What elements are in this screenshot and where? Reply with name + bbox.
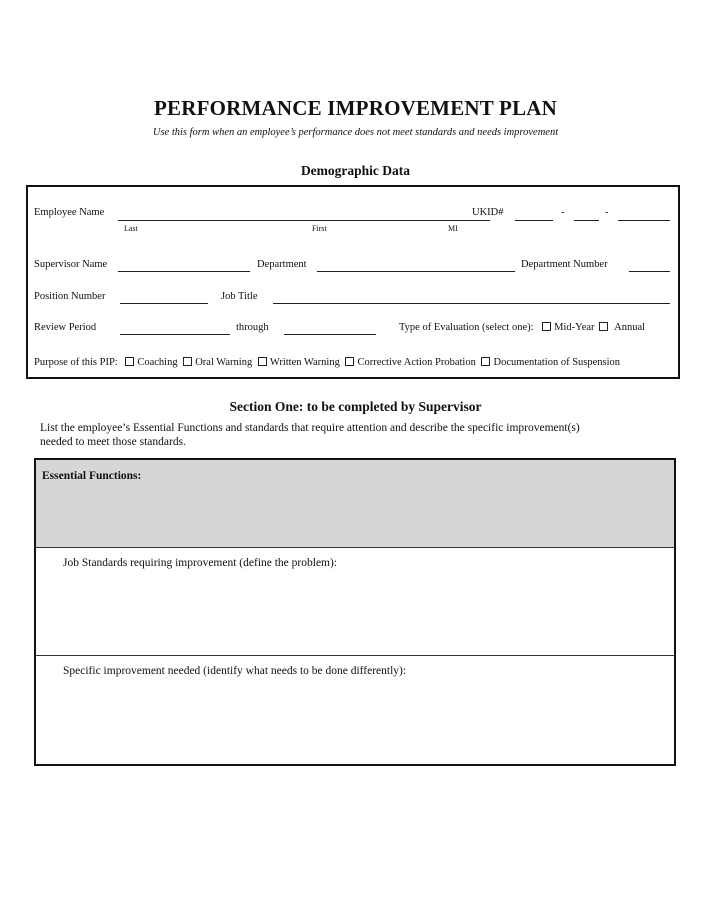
review-period-label: Review Period xyxy=(34,322,97,333)
coaching-option-label: Coaching xyxy=(137,357,178,368)
employee-name-field[interactable] xyxy=(118,220,490,221)
supervisor-name-field[interactable] xyxy=(118,271,250,272)
department-label: Department xyxy=(257,259,307,270)
annual-option-label: Annual xyxy=(614,322,646,333)
specific-improvement-label: Specific improvement needed (identify what needs to be done differently): xyxy=(63,665,407,677)
written-warning-option-label: Written Warning xyxy=(269,357,340,368)
mid-year-option-label: Mid-Year xyxy=(554,322,595,333)
position-number-label: Position Number xyxy=(34,291,106,302)
page-title: PERFORMANCE IMPROVEMENT PLAN xyxy=(153,96,558,120)
evaluation-type-label: Type of Evaluation (select one): xyxy=(399,322,534,333)
job-standards-row[interactable] xyxy=(36,548,674,656)
essential-functions-label: Essential Functions: xyxy=(42,470,142,482)
documentation-of-suspension-option-label: Documentation of Suspension xyxy=(493,357,621,368)
written-warning-checkbox[interactable] xyxy=(258,357,267,366)
page-subtitle: Use this form when an employee’s performance does not meet standards and needs improvement xyxy=(152,127,559,138)
coaching-checkbox[interactable] xyxy=(125,357,134,366)
review-period-end-field[interactable] xyxy=(284,334,376,335)
essential-functions-row[interactable] xyxy=(36,460,674,548)
first-name-sublabel: First xyxy=(312,224,327,233)
section-one-table xyxy=(34,458,676,766)
annual-checkbox[interactable] xyxy=(599,322,608,331)
oral-warning-option-label: Oral Warning xyxy=(195,357,253,368)
instructions-line-2: needed to meet those standards. xyxy=(40,436,186,448)
specific-improvement-row[interactable] xyxy=(36,656,674,766)
purpose-label: Purpose of this PIP: xyxy=(34,357,118,368)
job-standards-label: Job Standards requiring improvement (define the problem): xyxy=(63,557,338,569)
ukid-field-part1[interactable] xyxy=(515,220,553,221)
through-label: through xyxy=(236,322,269,333)
documentation-of-suspension-checkbox[interactable] xyxy=(481,357,490,366)
evaluation-type-group xyxy=(399,322,645,333)
ukid-separator-2: - xyxy=(605,207,609,218)
review-period-start-field[interactable] xyxy=(120,334,230,335)
employee-name-label: Employee Name xyxy=(34,207,105,218)
department-field[interactable] xyxy=(317,271,515,272)
mid-year-checkbox[interactable] xyxy=(542,322,551,331)
oral-warning-checkbox[interactable] xyxy=(183,357,192,366)
corrective-action-probation-option-label: Corrective Action Probation xyxy=(357,357,476,368)
section-one-heading: Section One: to be completed by Supervisor xyxy=(229,399,482,414)
ukid-label: UKID# xyxy=(472,207,504,218)
department-number-field[interactable] xyxy=(629,271,670,272)
supervisor-name-label: Supervisor Name xyxy=(34,259,108,270)
corrective-action-probation-checkbox[interactable] xyxy=(345,357,354,366)
ukid-separator-1: - xyxy=(561,207,565,218)
instructions-line-1: List the employee’s Essential Functions and standards that require attention and describe the specific improvement(s) xyxy=(40,422,580,434)
purpose-group xyxy=(34,357,621,368)
demographic-data-box xyxy=(26,185,680,379)
job-title-field[interactable] xyxy=(273,303,670,304)
position-number-field[interactable] xyxy=(120,303,208,304)
ukid-field-part2[interactable] xyxy=(574,220,599,221)
ukid-field-part3[interactable] xyxy=(618,220,670,221)
demographic-heading: Demographic Data xyxy=(300,163,411,178)
department-number-label: Department Number xyxy=(521,259,608,270)
job-title-label: Job Title xyxy=(221,291,258,302)
middle-initial-sublabel: MI xyxy=(448,224,458,233)
section-one-instructions xyxy=(40,421,660,449)
last-name-sublabel: Last xyxy=(124,224,138,233)
